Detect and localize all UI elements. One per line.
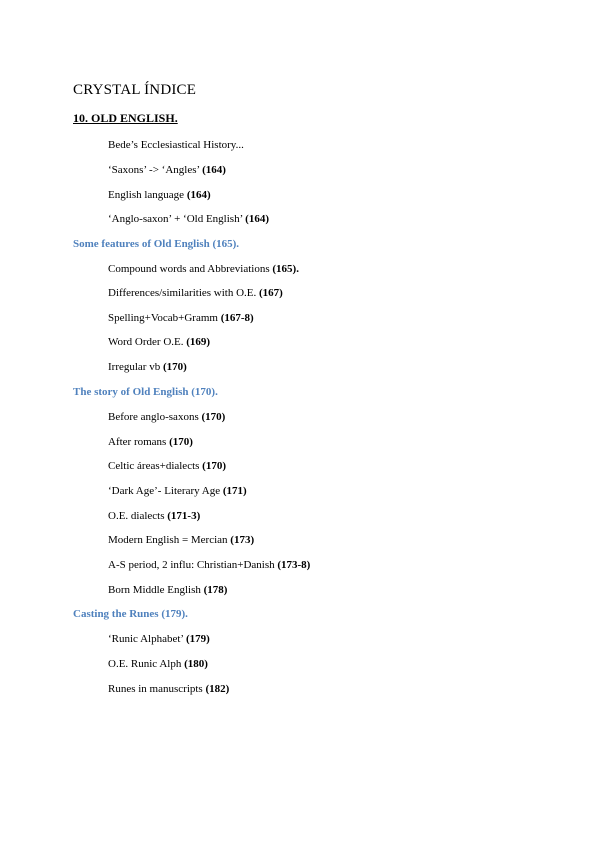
index-entry: Irregular vb (170)	[108, 361, 187, 373]
section-heading: The story of Old English (170).	[73, 386, 218, 398]
index-entry: Runes in manuscripts (182)	[108, 683, 230, 695]
chapter-heading: 10. OLD ENGLISH.	[73, 111, 178, 125]
document-title: CRYSTAL ÍNDICE	[73, 82, 197, 98]
index-entry: English language (164)	[108, 189, 211, 201]
index-entry: Word Order O.E. (169)	[108, 336, 211, 348]
index-entry: Modern English = Mercian (173)	[108, 534, 255, 546]
index-entry: Spelling+Vocab+Gramm (167-8)	[108, 312, 254, 324]
index-entry: ‘Saxons’ -> ‘Angles’ (164)	[108, 164, 226, 176]
index-entry: O.E. dialects (171-3)	[108, 510, 201, 522]
index-entry: A-S period, 2 influ: Christian+Danish (173-8)	[108, 559, 311, 571]
index-entry: After romans (170)	[108, 436, 193, 448]
index-entry: Born Middle English (178)	[108, 584, 228, 596]
index-entry: Compound words and Abbreviations (165).	[108, 263, 299, 275]
index-entry: Celtic áreas+dialects (170)	[108, 460, 226, 472]
section-heading: Some features of Old English (165).	[73, 238, 240, 250]
index-entry: O.E. Runic Alph (180)	[108, 658, 208, 670]
index-entry: Before anglo-saxons (170)	[108, 411, 226, 423]
section-heading: Casting the Runes (179).	[73, 608, 188, 620]
index-entry: Differences/similarities with O.E. (167)	[108, 287, 283, 299]
index-entry: Bede’s Ecclesiastical History...	[108, 139, 244, 151]
index-entry: ‘Dark Age’- Literary Age (171)	[108, 485, 247, 497]
index-entry: ‘Anglo-saxon’ + ‘Old English’ (164)	[108, 213, 269, 225]
index-entry: ‘Runic Alphabet’ (179)	[108, 633, 210, 645]
